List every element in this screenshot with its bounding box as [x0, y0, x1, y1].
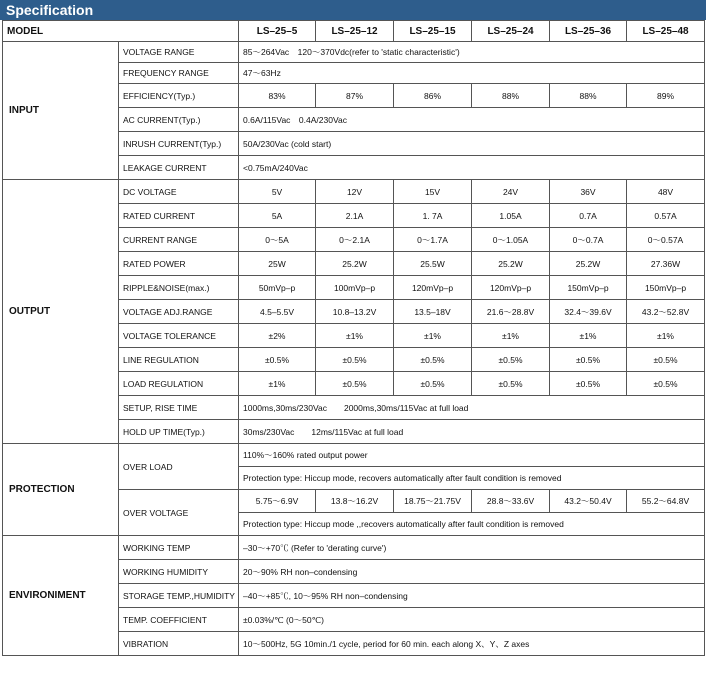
- spec-label: STORAGE TEMP.,HUMIDITY: [119, 584, 239, 608]
- spec-cell: 24V: [472, 180, 550, 204]
- spec-cell: 13.8～16.2V: [316, 490, 394, 513]
- spec-cell: 1.05A: [472, 204, 550, 228]
- spec-value: 30ms/230Vac 12ms/115Vac at full load: [239, 420, 705, 444]
- spec-label: VIBRATION: [119, 632, 239, 656]
- spec-cell: ±1%: [550, 324, 627, 348]
- model-label: MODEL: [3, 21, 239, 42]
- spec-cell: 86%: [394, 84, 472, 108]
- spec-cell: 120mVp–p: [472, 276, 550, 300]
- model-name: LS–25–12: [316, 21, 394, 42]
- spec-cell: 43.2～50.4V: [550, 490, 627, 513]
- spec-label: RIPPLE&NOISE(max.): [119, 276, 239, 300]
- spec-cell: 0.7A: [550, 204, 627, 228]
- spec-value: –40～+85℃, 10～95% RH non–condensing: [239, 584, 705, 608]
- spec-label: WORKING HUMIDITY: [119, 560, 239, 584]
- spec-cell: ±0.5%: [316, 348, 394, 372]
- spec-cell: 1. 7A: [394, 204, 472, 228]
- section-title: Specification: [0, 0, 706, 20]
- model-name: LS–25–5: [239, 21, 316, 42]
- spec-label: TEMP. COEFFICIENT: [119, 608, 239, 632]
- spec-cell: ±1%: [239, 372, 316, 396]
- spec-value: <0.75mA/240Vac: [239, 156, 705, 180]
- spec-label: CURRENT RANGE: [119, 228, 239, 252]
- spec-cell: ±0.5%: [550, 348, 627, 372]
- spec-cell: ±0.5%: [627, 372, 705, 396]
- spec-label: LINE REGULATION: [119, 348, 239, 372]
- spec-cell: 48V: [627, 180, 705, 204]
- spec-label: EFFICIENCY(Typ.): [119, 84, 239, 108]
- spec-value: 47～63Hz: [239, 63, 705, 84]
- spec-cell: 0～1.7A: [394, 228, 472, 252]
- spec-cell: 55.2～64.8V: [627, 490, 705, 513]
- spec-row: [3, 180, 705, 204]
- spec-label: WORKING TEMP: [119, 536, 239, 560]
- spec-cell: 120mVp–p: [394, 276, 472, 300]
- spec-cell: ±0.5%: [316, 372, 394, 396]
- spec-label: DC VOLTAGE: [119, 180, 239, 204]
- spec-cell: 50mVp–p: [239, 276, 316, 300]
- spec-cell: 87%: [316, 84, 394, 108]
- spec-cell: 0～0.57A: [627, 228, 705, 252]
- spec-label: LOAD REGULATION: [119, 372, 239, 396]
- spec-value: Protection type: Hiccup mode ,,recovers automatically after fault condition is removed: [239, 513, 705, 536]
- spec-cell: 28.8～33.6V: [472, 490, 550, 513]
- spec-cell: ±0.5%: [472, 372, 550, 396]
- spec-cell: 36V: [550, 180, 627, 204]
- spec-cell: 83%: [239, 84, 316, 108]
- spec-cell: ±1%: [627, 324, 705, 348]
- spec-cell: 15V: [394, 180, 472, 204]
- spec-cell: 25.2W: [550, 252, 627, 276]
- spec-label: INRUSH CURRENT(Typ.): [119, 132, 239, 156]
- spec-cell: ±0.5%: [472, 348, 550, 372]
- spec-cell: 10.8–13.2V: [316, 300, 394, 324]
- spec-cell: 4.5–5.5V: [239, 300, 316, 324]
- spec-value: 85～264Vac 120～370Vdc(refer to 'static characteristic'): [239, 42, 705, 63]
- group-label-output: OUTPUT: [3, 180, 119, 444]
- spec-label: VOLTAGE ADJ.RANGE: [119, 300, 239, 324]
- spec-cell: 25W: [239, 252, 316, 276]
- spec-cell: 13.5–18V: [394, 300, 472, 324]
- spec-value: Protection type: Hiccup mode, recovers automatically after fault condition is removed: [239, 467, 705, 490]
- spec-value: –30～+70℃ (Refer to 'derating curve'): [239, 536, 705, 560]
- spec-cell: 88%: [472, 84, 550, 108]
- spec-cell: ±0.5%: [394, 372, 472, 396]
- group-label-environment: ENVIRONIMENT: [3, 536, 119, 656]
- group-label-protection: PROTECTION: [3, 444, 119, 536]
- spec-label: SETUP, RISE TIME: [119, 396, 239, 420]
- spec-cell: 2.1A: [316, 204, 394, 228]
- spec-value: 20～90% RH non–condensing: [239, 560, 705, 584]
- spec-label: VOLTAGE TOLERANCE: [119, 324, 239, 348]
- model-name: LS–25–15: [394, 21, 472, 42]
- spec-label: HOLD UP TIME(Typ.): [119, 420, 239, 444]
- spec-label: AC CURRENT(Typ.): [119, 108, 239, 132]
- spec-cell: ±1%: [394, 324, 472, 348]
- spec-cell: 43.2～52.8V: [627, 300, 705, 324]
- spec-value: 10～500Hz, 5G 10min./1 cycle, period for 60 min. each along X、Y、Z axes: [239, 632, 705, 656]
- model-name: LS–25–36: [550, 21, 627, 42]
- model-name: LS–25–48: [627, 21, 705, 42]
- spec-cell: 0～5A: [239, 228, 316, 252]
- spec-cell: 0.57A: [627, 204, 705, 228]
- spec-cell: 18.75～21.75V: [394, 490, 472, 513]
- spec-value: 110%～160% rated output power: [239, 444, 705, 467]
- spec-cell: 12V: [316, 180, 394, 204]
- spec-cell: 5A: [239, 204, 316, 228]
- group-label-input: INPUT: [3, 42, 119, 180]
- spec-value: ±0.03%/℃ (0～50℃): [239, 608, 705, 632]
- spec-row: [3, 444, 705, 467]
- spec-label: OVER VOLTAGE: [119, 490, 239, 536]
- spec-cell: 150mVp–p: [550, 276, 627, 300]
- spec-cell: ±0.5%: [550, 372, 627, 396]
- spec-cell: ±1%: [472, 324, 550, 348]
- spec-cell: 25.2W: [472, 252, 550, 276]
- spec-cell: 5.75～6.9V: [239, 490, 316, 513]
- spec-label: VOLTAGE RANGE: [119, 42, 239, 63]
- spec-cell: ±0.5%: [394, 348, 472, 372]
- spec-label: OVER LOAD: [119, 444, 239, 490]
- spec-value: 50A/230Vac (cold start): [239, 132, 705, 156]
- spec-cell: ±0.5%: [239, 348, 316, 372]
- spec-cell: 0～0.7A: [550, 228, 627, 252]
- spec-cell: 89%: [627, 84, 705, 108]
- spec-cell: 88%: [550, 84, 627, 108]
- spec-label: LEAKAGE CURRENT: [119, 156, 239, 180]
- spec-cell: ±1%: [316, 324, 394, 348]
- spec-cell: 150mVp–p: [627, 276, 705, 300]
- spec-cell: ±0.5%: [627, 348, 705, 372]
- spec-cell: 100mVp–p: [316, 276, 394, 300]
- spec-label: FREQUENCY RANGE: [119, 63, 239, 84]
- specification-table: [2, 20, 705, 656]
- model-row: [3, 21, 705, 42]
- spec-label: RATED CURRENT: [119, 204, 239, 228]
- spec-value: 0.6A/115Vac 0.4A/230Vac: [239, 108, 705, 132]
- spec-cell: 0～2.1A: [316, 228, 394, 252]
- spec-row: [3, 536, 705, 560]
- spec-cell: 25.2W: [316, 252, 394, 276]
- spec-cell: 21.6～28.8V: [472, 300, 550, 324]
- spec-cell: 25.5W: [394, 252, 472, 276]
- spec-cell: 0～1.05A: [472, 228, 550, 252]
- spec-cell: ±2%: [239, 324, 316, 348]
- spec-cell: 5V: [239, 180, 316, 204]
- spec-label: RATED POWER: [119, 252, 239, 276]
- spec-cell: 27.36W: [627, 252, 705, 276]
- spec-row: [3, 42, 705, 63]
- spec-cell: 32.4～39.6V: [550, 300, 627, 324]
- spec-value: 1000ms,30ms/230Vac 2000ms,30ms/115Vac at full load: [239, 396, 705, 420]
- model-name: LS–25–24: [472, 21, 550, 42]
